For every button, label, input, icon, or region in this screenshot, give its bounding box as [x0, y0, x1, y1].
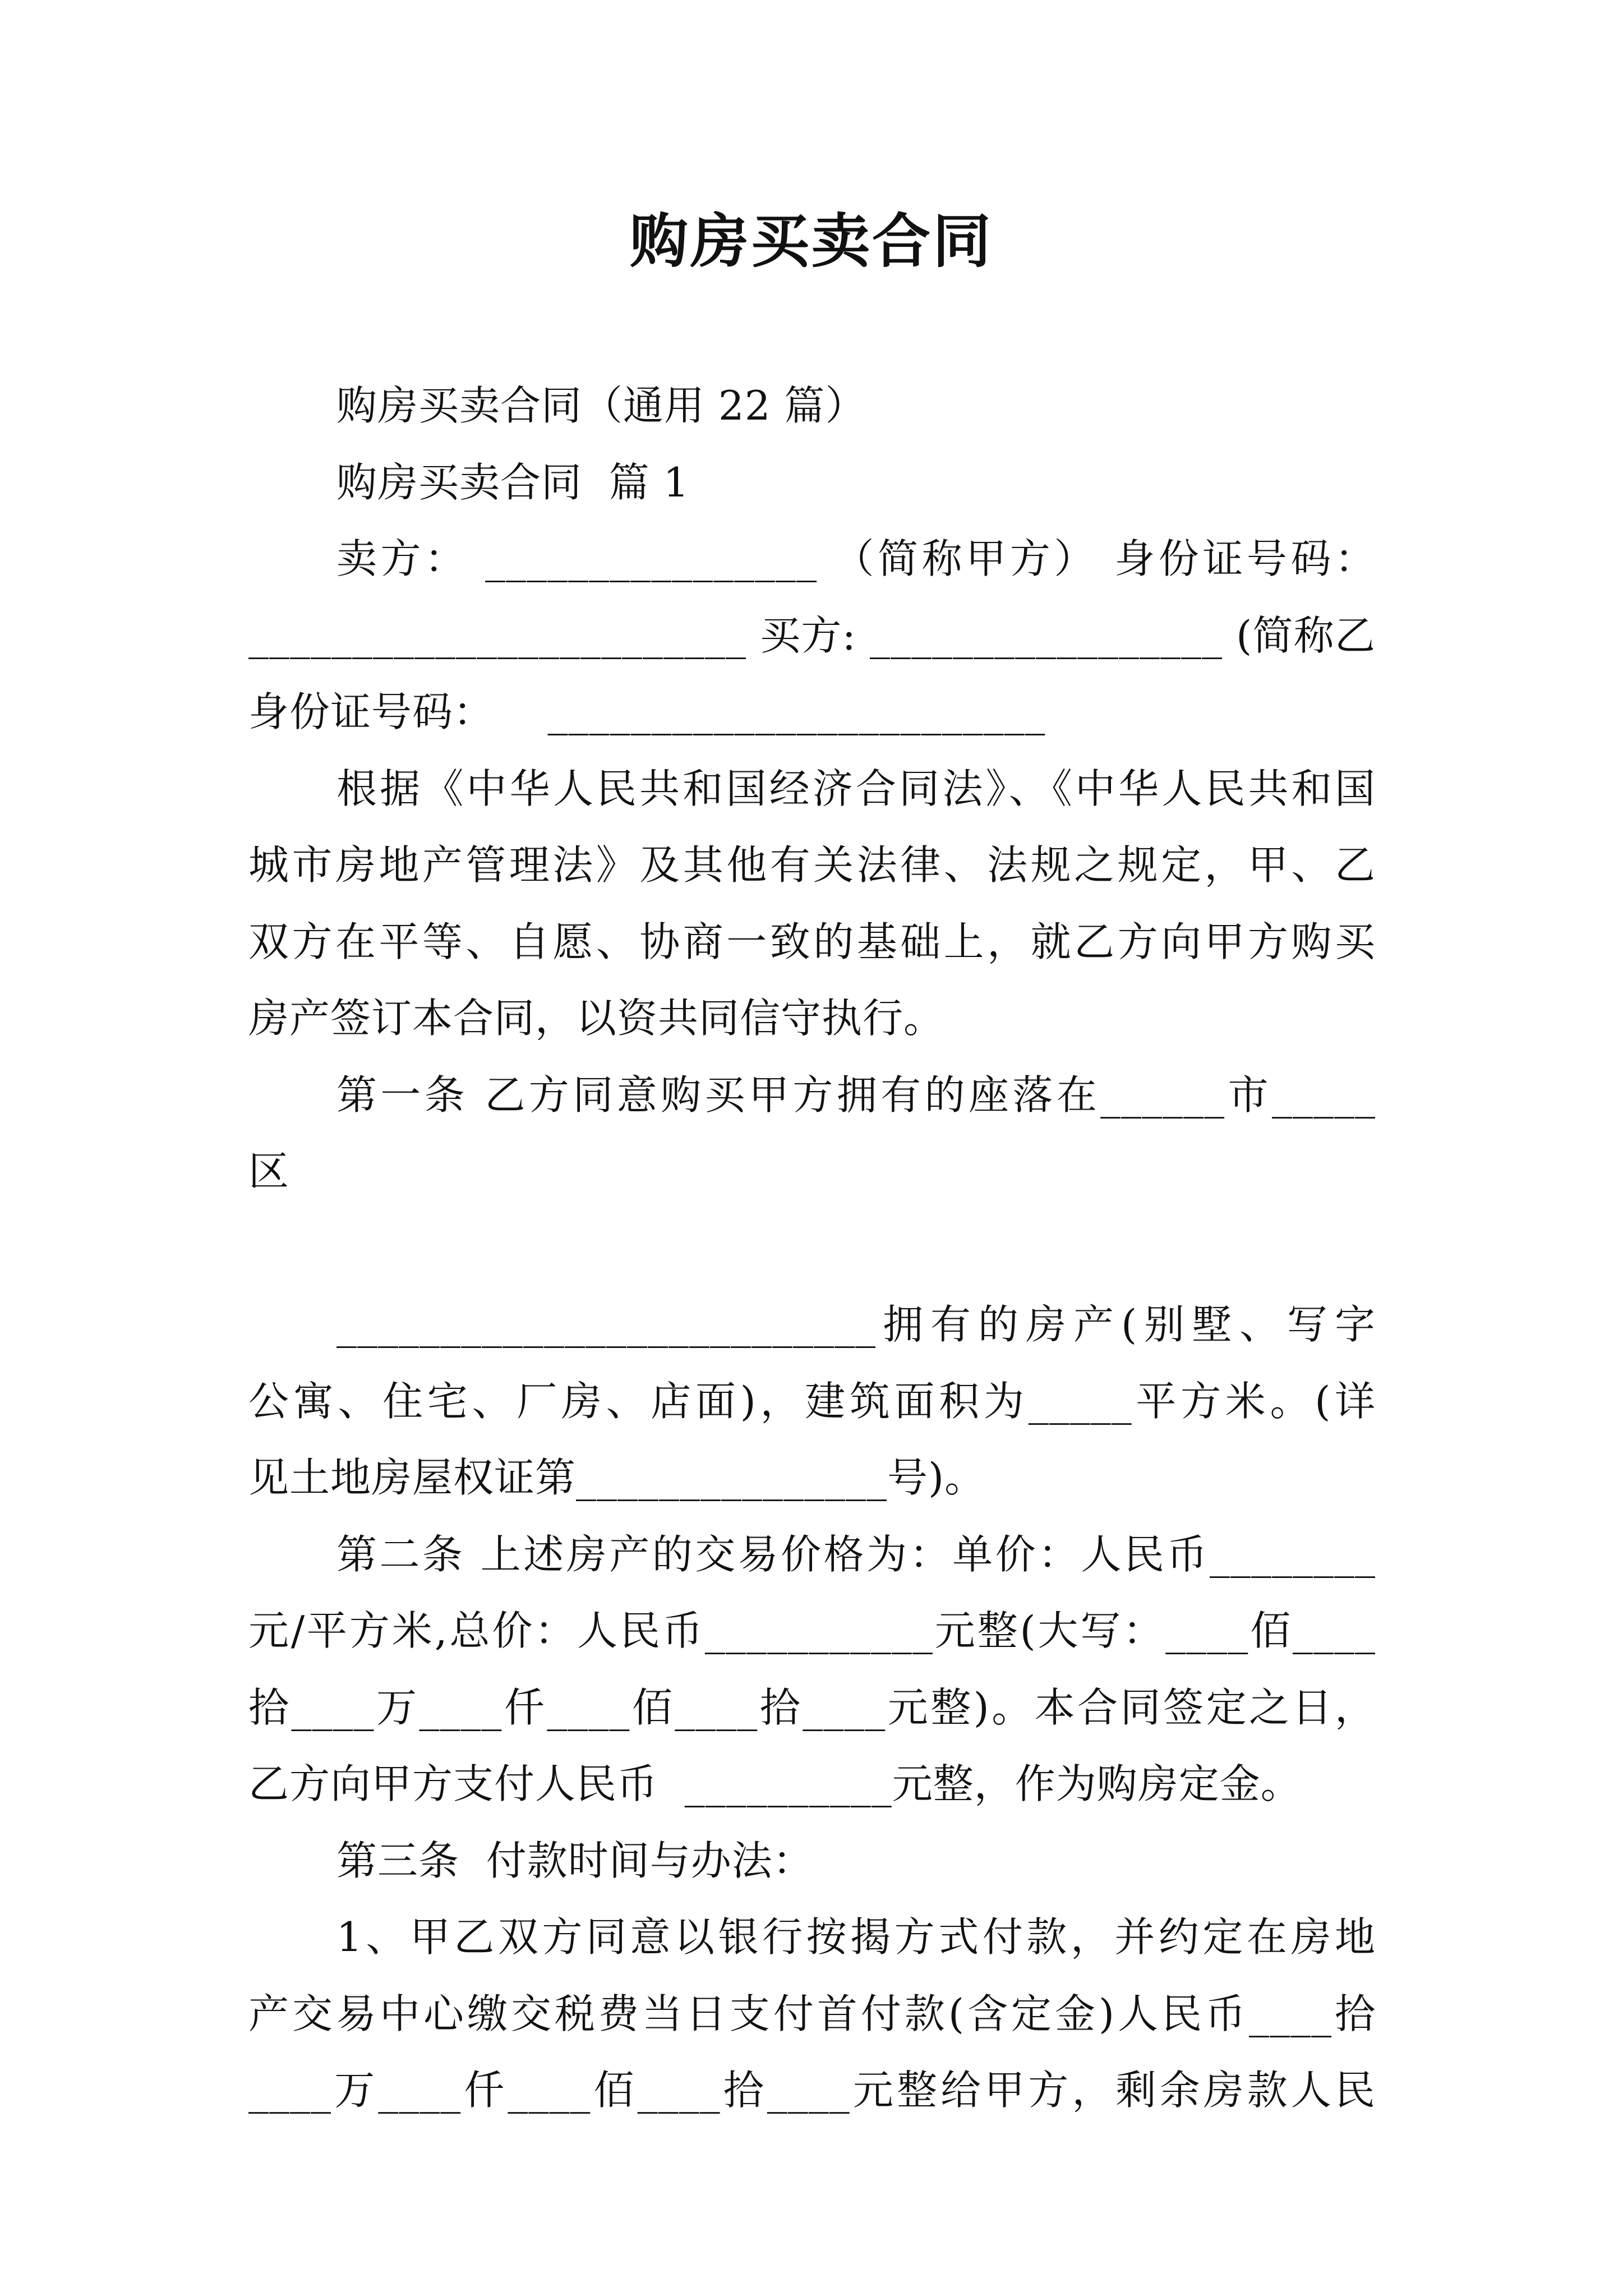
blank-line	[248, 1210, 1376, 1287]
article-three-line: 1、甲乙双方同意以银行按揭方式付款，并约定在房地	[336, 1913, 1376, 1961]
article-two-line: 乙方向甲方支付人民币 __________元整，作为购房定金。	[248, 1760, 1302, 1807]
article-one-line: 区	[248, 1148, 290, 1195]
article-three-line: 产交易中心缴交税费当日支付首付款(含定金)人民币____拾	[248, 1990, 1376, 2037]
paragraph-line: 房产签订本合同，以资共同信守执行。	[248, 995, 945, 1042]
paragraph-line: 根据《中华人民共和国经济合同法》、《中华人民共和国	[336, 765, 1376, 812]
seller-line: 卖方： ________________ （简称甲方） 身份证号码：	[336, 535, 1376, 582]
article-one-line: 第一条 乙方同意购买甲方拥有的座落在______市_____	[336, 1071, 1376, 1119]
article-one-line: 见土地房屋权证第_______________号)。	[248, 1454, 986, 1501]
article-one-line: 公寓、住宅、厂房、店面)，建筑面积为_____平方米。(详	[248, 1377, 1376, 1425]
article-three-line: ____万____仟____佰____拾____元整给甲方，剩余房款人民	[248, 2067, 1376, 2114]
paragraph-line: 城市房地产管理法》及其他有关法律、法规之规定，甲、乙	[248, 841, 1376, 889]
article-two-line: 拾____万____仟____佰____拾____元整)。本合同签定之日，	[248, 1683, 1376, 1731]
section-heading: 购房买卖合同 篇 1	[336, 458, 690, 506]
buyer-id-line: 身份证号码： ________________________	[248, 688, 1046, 735]
document-body	[248, 367, 1376, 2129]
article-one-line: __________________________拥有的房产(别墅、写字	[336, 1301, 1376, 1348]
article-two-line: 第二条 上述房产的交易价格为：单价：人民币________	[336, 1530, 1376, 1578]
buyer-line: ________________________ 买方: _________________ (简称乙	[248, 611, 1376, 659]
document-title: 购房买卖合同	[629, 206, 993, 275]
article-two-line: 元/平方米,总价：人民币___________元整(大写：____佰____	[248, 1607, 1376, 1654]
paragraph-line: 双方在平等、自愿、协商一致的基础上，就乙方向甲方购买	[248, 918, 1376, 965]
document-subtitle: 购房买卖合同（通用 22 篇）	[336, 382, 866, 429]
article-three-heading: 第三条 付款时间与办法：	[336, 1837, 814, 1884]
